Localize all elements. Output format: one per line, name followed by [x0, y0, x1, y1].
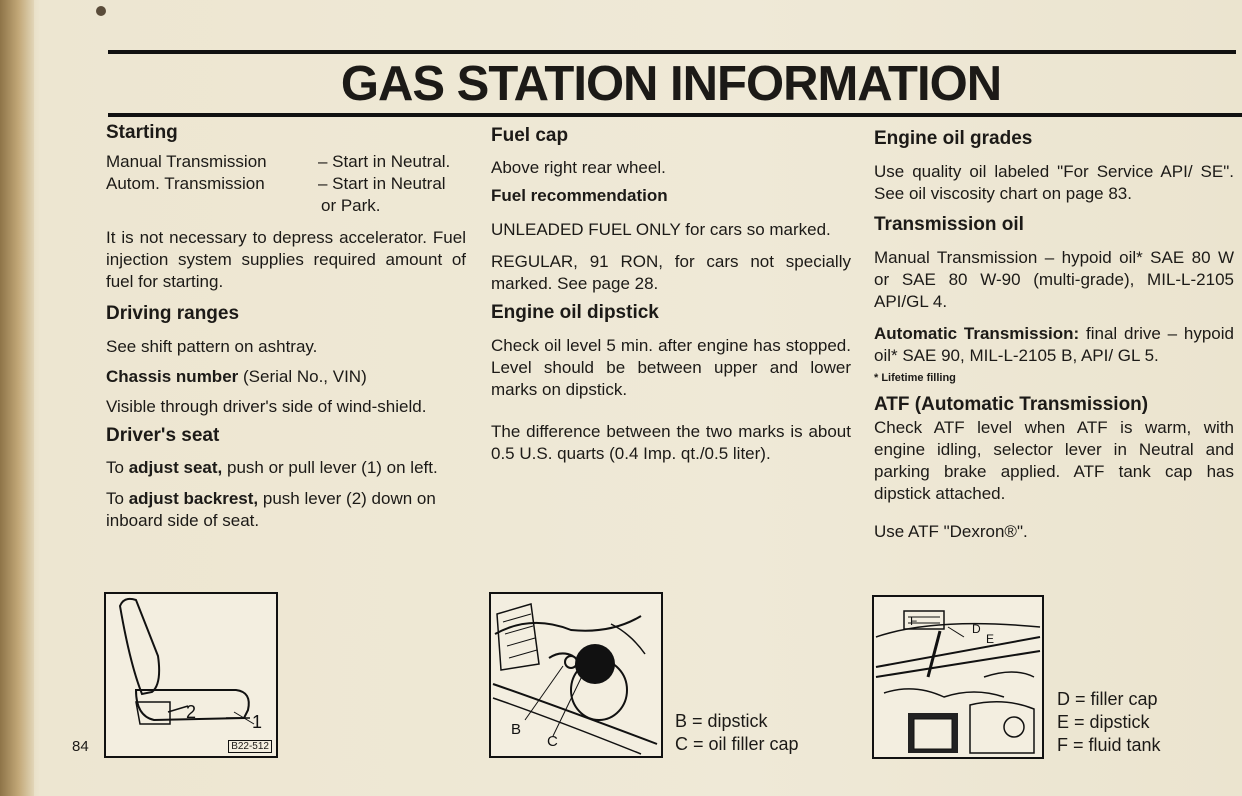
starting-manual-text: – Start in Neutral. [318, 152, 451, 171]
adjust-seat-pre: To [106, 458, 124, 477]
atf-label-d: D [972, 622, 981, 636]
atf-label-e: E [986, 632, 995, 646]
column-right [874, 127, 1234, 543]
oil-filler-illustration [489, 592, 663, 758]
atf-check-text: Check ATF level when ATF is warm, with engine idling, selector lever in Neutral and parking brake applied. ATF tank cap has dipstick attached. [874, 418, 1234, 503]
heading-atf: ATF (Automatic Transmission) [874, 394, 1149, 415]
heading-engine-oil-grades: Engine oil grades [874, 128, 1033, 149]
starting-auto-text-cont: or Park. [321, 196, 381, 215]
oil-figure-legend [675, 710, 799, 756]
legend-atf-dipstick: E = dipstick [1057, 712, 1150, 732]
title-underline [108, 113, 1242, 117]
transmission-oil-auto-label: Automatic Transmission: [874, 324, 1080, 343]
fuel-rec-p2: REGULAR, 91 RON, for cars not specially marked. See page 28. [491, 252, 851, 293]
seat-label-2: 2 [186, 702, 197, 722]
book-binding [0, 0, 34, 796]
starting-auto-row [106, 173, 466, 195]
page-title: GAS STATION INFORMATION [340, 57, 1002, 111]
atf-drawing [874, 597, 1042, 757]
chassis-number-suffix: (Serial No., VIN) [243, 367, 367, 386]
engine-oil-drawing [491, 594, 661, 756]
heading-drivers-seat: Driver's seat [106, 425, 220, 446]
heading-chassis-number: Chassis number [106, 367, 239, 386]
adjust-seat-text [106, 457, 466, 479]
atf-dexron-text: Use ATF "Dexron®". [874, 522, 1028, 541]
starting-auto-label: Autom. Transmission [106, 174, 265, 193]
page-mark [96, 6, 106, 16]
chassis-number-text: Visible through driver's side of wind-shield. [106, 397, 427, 416]
heading-fuel-recommendation: Fuel recommendation [491, 186, 668, 205]
driving-ranges-text: See shift pattern on ashtray. [106, 337, 318, 356]
legend-dipstick: B = dipstick [675, 711, 768, 731]
heading-driving-ranges: Driving ranges [106, 303, 240, 324]
heading-engine-oil-dipstick: Engine oil dipstick [491, 302, 659, 323]
page-number: 84 [72, 738, 89, 755]
figure-label-b: B [511, 721, 522, 738]
column-left [106, 121, 466, 532]
legend-filler-cap: D = filler cap [1057, 689, 1158, 709]
lifetime-filling-note: * Lifetime filling [874, 372, 956, 384]
fuel-rec-p1: UNLEADED FUEL ONLY for cars so marked. [491, 220, 831, 239]
starting-auto-text: – Start in Neutral [318, 174, 446, 193]
heading-transmission-oil: Transmission oil [874, 214, 1024, 235]
starting-manual-label: Manual Transmission [106, 152, 267, 171]
atf-label-f: F [910, 614, 918, 628]
starting-note: It is not necessary to depress accelerator. Fuel injection system supplies required amount of fuel for starting. [106, 228, 466, 291]
adjust-seat-bold: adjust seat, [128, 458, 223, 477]
seat-illustration [104, 592, 278, 758]
figure-code: B22-512 [228, 740, 272, 753]
transmission-oil-auto-text: final drive – hypoid oil* SAE 90, MIL-L-2105 B, API/ GL 5. [874, 324, 1234, 365]
dipstick-p2: The difference between the two marks is about 0.5 U.S. quarts (0.4 Imp. qt./0.5 liter). [491, 422, 851, 463]
heading-starting: Starting [106, 122, 178, 143]
chassis-number-line [106, 366, 466, 388]
adjust-backrest-text [106, 488, 466, 532]
fuel-cap-text: Above right rear wheel. [491, 158, 666, 177]
figure-label-c: C [547, 733, 558, 750]
adjust-backrest-rest: push lever (2) down on inboard side of seat. [106, 489, 436, 530]
seat-drawing [106, 594, 276, 756]
dipstick-p1: Check oil level 5 min. after engine has stopped. Level should be between upper and lower marks on dipstick. [491, 336, 851, 399]
atf-tank-illustration [872, 595, 1044, 759]
column-middle [491, 124, 851, 465]
legend-oil-filler-cap: C = oil filler cap [675, 734, 799, 754]
oil-grades-text: Use quality oil labeled "For Service API/ SE". See oil viscosity chart on page 83. [874, 162, 1234, 203]
transmission-oil-manual: Manual Transmission – hypoid oil* SAE 80 W or SAE 80 W-90 (multi-grade), MIL-L-2105 API/GL 4. [874, 248, 1234, 311]
adjust-backrest-pre: To [106, 489, 124, 508]
transmission-oil-auto [874, 323, 1234, 367]
adjust-seat-rest: push or pull lever (1) on left. [226, 458, 438, 477]
atf-figure-legend [1057, 688, 1161, 757]
starting-manual-row [106, 151, 466, 173]
adjust-backrest-bold: adjust backrest, [128, 489, 259, 508]
seat-label-1: 1 [252, 712, 263, 732]
legend-fluid-tank: F = fluid tank [1057, 735, 1161, 755]
heading-fuel-cap: Fuel cap [491, 125, 569, 146]
